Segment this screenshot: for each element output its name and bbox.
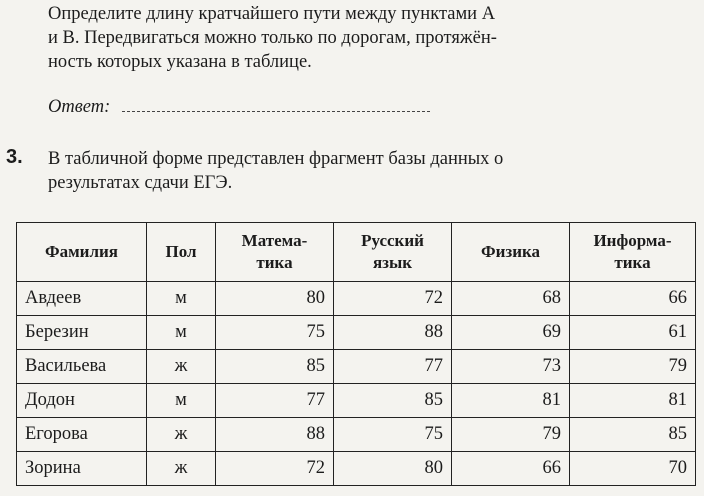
text-line: Определите длину кратчайшего пути между пунктами А (48, 4, 496, 24)
cell-physics: 73 (452, 350, 570, 384)
header-sex: Пол (147, 223, 216, 282)
header-math: Матема- тика (216, 223, 334, 282)
text-line: и В. Передвигаться можно только по дорогам, протяжён- (48, 28, 497, 48)
cell-physics: 69 (452, 316, 570, 350)
table-row (17, 418, 696, 452)
cell-sex: ж (147, 350, 216, 384)
cell-informatics: 85 (570, 418, 696, 452)
cell-physics: 66 (452, 452, 570, 486)
header-russian: Русский язык (334, 223, 452, 282)
cell-math: 77 (216, 384, 334, 418)
cell-russian: 80 (334, 452, 452, 486)
header-surname: Фамилия (17, 223, 147, 282)
cell-physics: 68 (452, 282, 570, 316)
cell-surname: Зорина (17, 452, 147, 486)
answer-row (48, 97, 430, 118)
cell-surname: Березин (17, 316, 147, 350)
cell-math: 85 (216, 350, 334, 384)
table-row (17, 316, 696, 350)
cell-surname: Додон (17, 384, 147, 418)
table-row (17, 452, 696, 486)
cell-physics: 81 (452, 384, 570, 418)
cell-surname: Васильева (17, 350, 147, 384)
cell-russian: 85 (334, 384, 452, 418)
cell-informatics: 66 (570, 282, 696, 316)
answer-label: Ответ: (48, 97, 111, 117)
table-header-row (17, 223, 696, 282)
cell-math: 80 (216, 282, 334, 316)
table-row (17, 350, 696, 384)
table-row (17, 282, 696, 316)
cell-informatics: 81 (570, 384, 696, 418)
results-table (16, 222, 696, 486)
cell-math: 75 (216, 316, 334, 350)
cell-informatics: 61 (570, 316, 696, 350)
task-number: 3. (6, 146, 23, 168)
cell-surname: Егорова (17, 418, 147, 452)
cell-russian: 72 (334, 282, 452, 316)
cell-sex: м (147, 282, 216, 316)
cell-math: 88 (216, 418, 334, 452)
cell-russian: 75 (334, 418, 452, 452)
header-physics: Физика (452, 223, 570, 282)
answer-line[interactable] (122, 97, 430, 112)
cell-sex: ж (147, 418, 216, 452)
cell-sex: м (147, 316, 216, 350)
text-line: результатах сдачи ЕГЭ. (48, 173, 233, 193)
header-informatics: Информа- тика (570, 223, 696, 282)
task-text (48, 147, 688, 195)
previous-task-text (48, 2, 688, 74)
cell-informatics: 70 (570, 452, 696, 486)
cell-surname: Авдеев (17, 282, 147, 316)
cell-informatics: 79 (570, 350, 696, 384)
cell-russian: 77 (334, 350, 452, 384)
cell-russian: 88 (334, 316, 452, 350)
cell-sex: м (147, 384, 216, 418)
table-row (17, 384, 696, 418)
text-line: ность которых указана в таблице. (48, 52, 312, 72)
cell-sex: ж (147, 452, 216, 486)
cell-physics: 79 (452, 418, 570, 452)
cell-math: 72 (216, 452, 334, 486)
text-line: В табличной форме представлен фрагмент базы данных о (48, 149, 504, 169)
